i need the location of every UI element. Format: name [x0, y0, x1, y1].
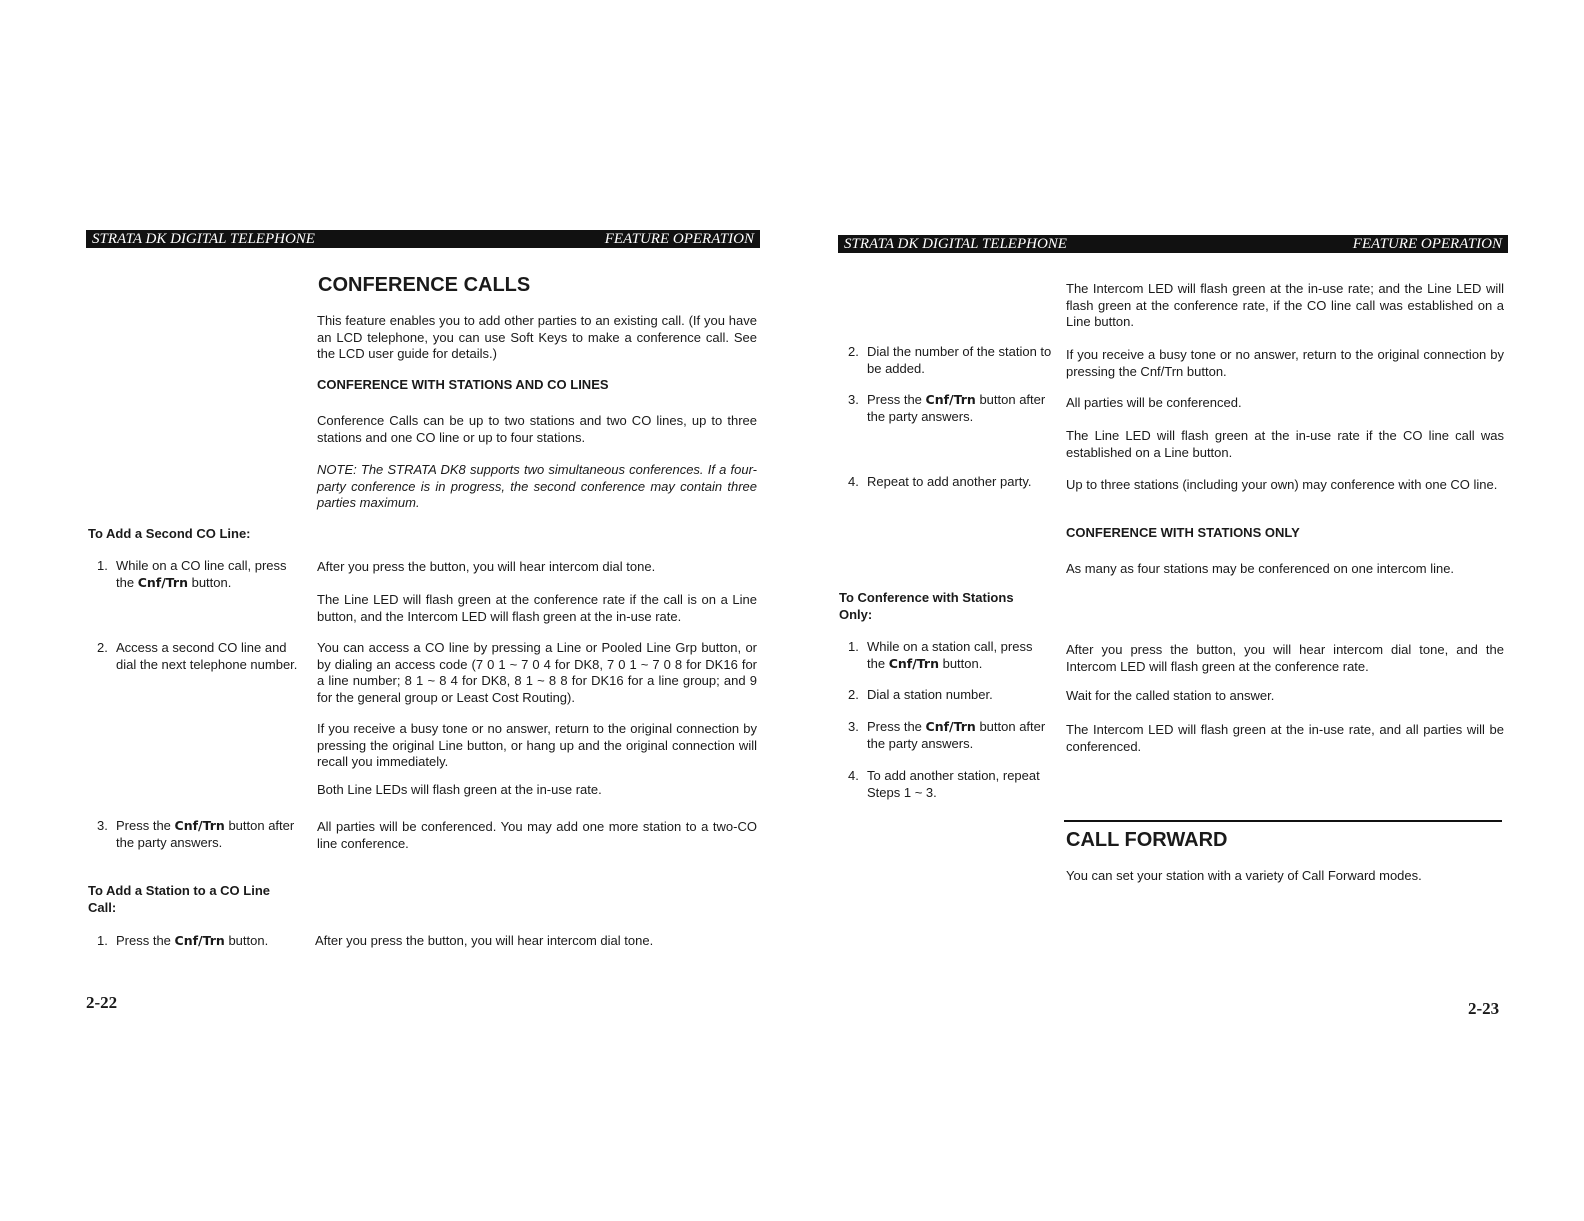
left-header-title: STRATA DK DIGITAL TELEPHONE [92, 231, 315, 247]
section-divider [1064, 820, 1502, 822]
step-3-add-station [848, 392, 1053, 428]
desc-stations-dial-tone: After you press the button, you will hear intercom dial tone, and the Intercom LED will flash green at the conference rate. [1066, 642, 1504, 674]
step-text: To add another station, repeat Steps 1 ~ 3. [867, 768, 1040, 800]
call-forward-desc: You can set your station with a variety of Call Forward modes. [1066, 868, 1422, 883]
cnf-trn-key-label: Cnf/Trn [137, 574, 188, 590]
step-2-second-co-line [97, 640, 302, 692]
step-number: 3. [848, 392, 859, 407]
step-1-stations-only [848, 639, 1053, 675]
step-number: 2. [848, 687, 859, 702]
desc-access-co-line: You can access a CO line by pressing a Line or Pooled Line Grp button, or by dialing an access code (7 0 1 ~ 7 0 4 for DK8, 7 0 1 ~ 7 0 8 for DK16 for a line number; 8 1 ~ 8 4 for DK8, 8 1 ~ 8 8 for DK16 for a line group; and 9 for the general group or Least Cost Routing). [317, 640, 757, 705]
step-number: 1. [848, 639, 859, 654]
step-text: Press the Cnf/Trn button after the party answers. [867, 719, 1046, 751]
step-text: Dial a station number. [867, 687, 993, 702]
step-text: Press the Cnf/Trn button after the party answers. [867, 392, 1046, 424]
step-text: Press the Cnf/Trn button. [116, 933, 269, 948]
step-1-add-station [97, 933, 302, 951]
cnf-trn-key-label: Cnf/Trn [925, 392, 976, 407]
step-number: 1. [97, 558, 108, 573]
desc-three-stations-one-co: Up to three stations (including your own) may conference with one CO line. [1066, 477, 1498, 492]
step-4-stations-only [848, 768, 1053, 804]
desc-line-led-conference: The Line LED will flash green at the conference rate if the call is on a Line button, and the Intercom LED will flash green at the in-use rate. [317, 592, 757, 624]
subheading-stations-only: CONFERENCE WITH STATIONS ONLY [1066, 525, 1300, 540]
step-2-stations-only [848, 687, 1053, 705]
right-header-section: FEATURE OPERATION [1352, 236, 1502, 252]
desc-wait-for-answer: Wait for the called station to answer. [1066, 688, 1275, 703]
step-number: 4. [848, 768, 859, 783]
right-header-bar [838, 235, 1508, 253]
step-text: While on a CO line call, press the Cnf/Trn button. [116, 558, 287, 590]
left-header-section: FEATURE OPERATION [604, 231, 754, 247]
section-heading-second-co-line: To Add a Second CO Line: [88, 526, 251, 541]
intro-text: This feature enables you to add other parties to an existing call. (If you have an LCD telephone, you can use Soft Keys to make a conference call. See the LCD user guide for details.) [317, 313, 757, 361]
step-text: Dial the number of the station to be added. [867, 344, 1052, 376]
cnf-trn-key-label: Cnf/Trn [888, 655, 939, 671]
step-2-add-station [848, 344, 1053, 380]
step-number: 1. [97, 933, 108, 948]
step-text: Access a second CO line and dial the next telephone number. [116, 640, 298, 672]
desc-intercom-line-led: The Intercom LED will flash green at the in-use rate; and the Line LED will flash green at the conference rate, if the CO line call was established on a Line button. [1066, 281, 1504, 329]
step-number: 3. [848, 719, 859, 734]
desc-four-stations-intercom: As many as four stations may be conferenced on one intercom line. [1066, 561, 1455, 576]
left-header-bar [86, 230, 760, 248]
step-3-second-co-line [97, 818, 302, 854]
section-heading-stations-only: To Conference with Stations Only: [839, 590, 1014, 622]
subheading-stations-co-lines: CONFERENCE WITH STATIONS AND CO LINES [317, 377, 609, 392]
desc-line-led-in-use: The Line LED will flash green at the in-use rate if the CO line call was established on a Line button. [1066, 428, 1504, 460]
right-page-number: 2-23 [1468, 999, 1500, 1018]
call-forward-title: CALL FORWARD [1066, 829, 1228, 851]
cnf-trn-key-label: Cnf/Trn [925, 719, 976, 734]
step-text: While on a station call, press the Cnf/Trn button. [867, 639, 1033, 671]
section-heading-add-station: To Add a Station to a CO Line Call: [88, 883, 270, 915]
cnf-trn-key-label: Cnf/Trn [174, 933, 225, 948]
step-3-stations-only [848, 719, 1053, 755]
step-number: 3. [97, 818, 108, 833]
page-title: CONFERENCE CALLS [318, 274, 531, 296]
desc-add-station-dial-tone: After you press the button, you will hear intercom dial tone. [315, 933, 654, 948]
step-number: 4. [848, 474, 859, 489]
dk8-note: NOTE: The STRATA DK8 supports two simultaneous conferences. If a four-party conference is in progress, the second conference may contain three parties maximum. [317, 462, 757, 510]
step-number: 2. [97, 640, 108, 655]
desc-busy-tone-recall: If you receive a busy tone or no answer, return to the original connection by pressing the original Line button, or hang up and the original connection will recall you immediately. [317, 721, 757, 769]
cnf-trn-key-label: Cnf/Trn [174, 818, 225, 833]
step-1-second-co-line [97, 558, 302, 594]
step-4-add-station [848, 474, 1053, 492]
desc-both-line-leds: Both Line LEDs will flash green at the in-use rate. [317, 782, 602, 797]
left-page-number: 2-22 [86, 993, 118, 1012]
conference-limits-text: Conference Calls can be up to two stations and two CO lines, up to three stations and one CO line or up to four stations. [317, 413, 757, 445]
desc-all-parties-two-co: All parties will be conferenced. You may add one more station to a two-CO line conference. [317, 819, 757, 851]
desc-all-parties-conferenced: All parties will be conferenced. [1066, 395, 1242, 410]
desc-intercom-dial-tone: After you press the button, you will hear intercom dial tone. [317, 559, 656, 574]
desc-busy-tone-cnf-trn: If you receive a busy tone or no answer, return to the original connection by pressing the Cnf/Trn button. [1066, 347, 1504, 379]
step-text: Repeat to add another party. [867, 474, 1032, 489]
step-number: 2. [848, 344, 859, 359]
desc-intercom-in-use-all: The Intercom LED will flash green at the in-use rate, and all parties will be conferenced. [1066, 722, 1504, 754]
step-text: Press the Cnf/Trn button after the party answers. [116, 818, 295, 850]
right-header-title: STRATA DK DIGITAL TELEPHONE [844, 236, 1067, 252]
